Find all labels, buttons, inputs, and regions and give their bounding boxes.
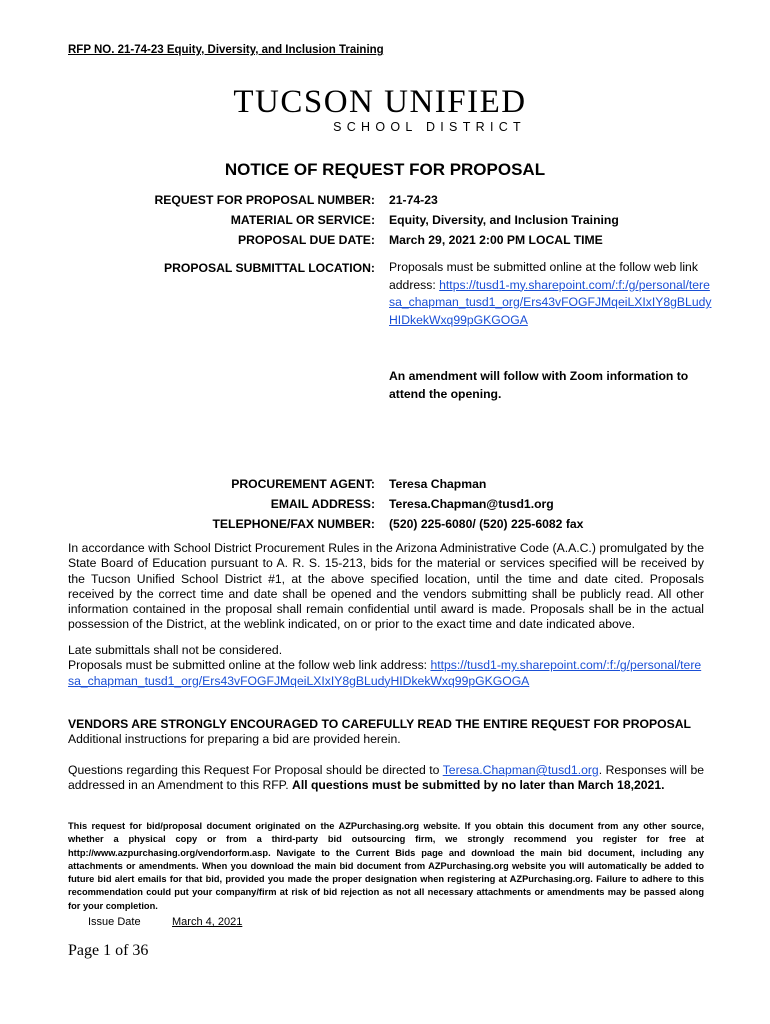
due-date-value: March 29, 2021 2:00 PM LOCAL TIME (389, 233, 603, 247)
issue-date-value: March 4, 2021 (172, 916, 243, 928)
notice-title: NOTICE OF REQUEST FOR PROPOSAL (224, 160, 546, 179)
material-row (0, 210, 770, 230)
questions-deadline-text: All questions must be submitted by no later than March 18,2021. (292, 778, 665, 793)
questions-email-link[interactable]: Teresa.Chapman@tusd1.org (442, 763, 599, 777)
phone-value: (520) 225-6080/ (520) 225-6082 fax (389, 517, 584, 531)
logo-main-text: TUCSON UNIFIED (233, 84, 527, 120)
district-logo (232, 86, 528, 134)
due-date-label: PROPOSAL DUE DATE: (237, 233, 375, 247)
agent-value: Teresa Chapman (389, 477, 487, 491)
submittal-link[interactable]: https://tusd1-my.sharepoint.com/:f:/g/personal/teresa_chapman_tusd1_org/Ers43vFOGFJMqeiLXIxIY8gBLudyHIDkekWxq99pGKGOGA (389, 277, 712, 327)
amendment-note: An amendment will follow with Zoom information to attend the opening. (389, 369, 689, 401)
questions-paragraph (68, 763, 704, 794)
submittal-label: PROPOSAL SUBMITTAL LOCATION: (163, 261, 375, 275)
rfp-number-value: 21-74-23 (389, 193, 438, 207)
online-submittal-paragraph (68, 643, 704, 689)
rfp-number-label: REQUEST FOR PROPOSAL NUMBER: (154, 193, 375, 207)
agent-label: PROCUREMENT AGENT: (231, 477, 375, 491)
online-submittal-link[interactable]: https://tusd1-my.sharepoint.com/:f:/g/personal/teresa_chapman_tusd1_org/Ers43vFOGFJMqeiLXIxIY8gBLudyHIDkekWxq99pGKGOGA (68, 658, 702, 688)
material-label: MATERIAL OR SERVICE: (230, 213, 375, 227)
procurement-paragraph: In accordance with School District Procurement Rules in the Arizona Administrative Code (A.A.C.) promulgated by the State Board of Education pursuant to A. R. S. 15-213, bids for the material or services specified will be received by the Tucson Unified School District #1, at the above specified location, until the time and date cited. Proposals received by the correct time and date shall be opened and the vendors submitting shall be publicly read. All other information contained in the proposal shall remain confidential until award is made. Proposals shall be in the actual possession of the District, at the weblink indicated, on or prior to the exact time and date indicated above. (68, 541, 704, 632)
encourage-rest-text: Additional instructions for preparing a bid are provided herein. (68, 732, 401, 747)
email-row (0, 494, 770, 514)
encourage-paragraph (68, 717, 704, 748)
page-number: Page 1 of 36 (68, 942, 149, 959)
material-value: Equity, Diversity, and Inclusion Training (389, 213, 619, 227)
late-submittal-text: Late submittals shall not be considered. (68, 643, 283, 657)
issue-date-label: Issue Date (88, 916, 141, 928)
email-value: Teresa.Chapman@tusd1.org (389, 497, 554, 511)
phone-label: TELEPHONE/FAX NUMBER: (212, 517, 375, 531)
rfp-header: RFP NO. 21-74-23 Equity, Diversity, and Inclusion Training (68, 44, 384, 56)
due-date-row (0, 230, 770, 250)
logo-sub-text: SCHOOL DISTRICT (333, 120, 526, 134)
questions-rest-text: . Responses will be addressed in an Amendment to this RFP. (68, 763, 705, 793)
encourage-bold-text: VENDORS ARE STRONGLY ENCOURAGED TO CAREFULLY READ THE ENTIRE REQUEST FOR PROPOSAL (68, 717, 691, 731)
email-label: EMAIL ADDRESS: (270, 497, 375, 511)
questions-text: Questions regarding this Request For Proposal should be directed to (68, 763, 443, 777)
submittal-text: Proposals must be submitted online at the follow web link address: (389, 260, 698, 292)
online-submittal-text: Proposals must be submitted online at the follow web link address: (68, 658, 431, 673)
agent-row (0, 474, 770, 494)
azpurchasing-notice: This request for bid/proposal document originated on the AZPurchasing.org website. If you obtain this document from any other source, whether a physical copy or from a third-party bid outsourcing firm, we strongly recommend you register for free at http://www.azpurchasing.org/vendorform.asp. Navigate to the Current Bids page and download the main bid document, including any attachments or amendments. When you download the main bid document from AZPurchasing.org website you will automatically be added to future bid alert emails for that bid, provided you made the proper designation when registering at AZPurchasing.org. Failure to adhere to this recommendation could put your company/firm at risk of bid rejection as not all necessary attachments or amendments may be passed along for your completion. (68, 821, 704, 911)
rfp-number-row (0, 190, 770, 210)
phone-row (0, 514, 770, 534)
submittal-value (389, 259, 714, 329)
